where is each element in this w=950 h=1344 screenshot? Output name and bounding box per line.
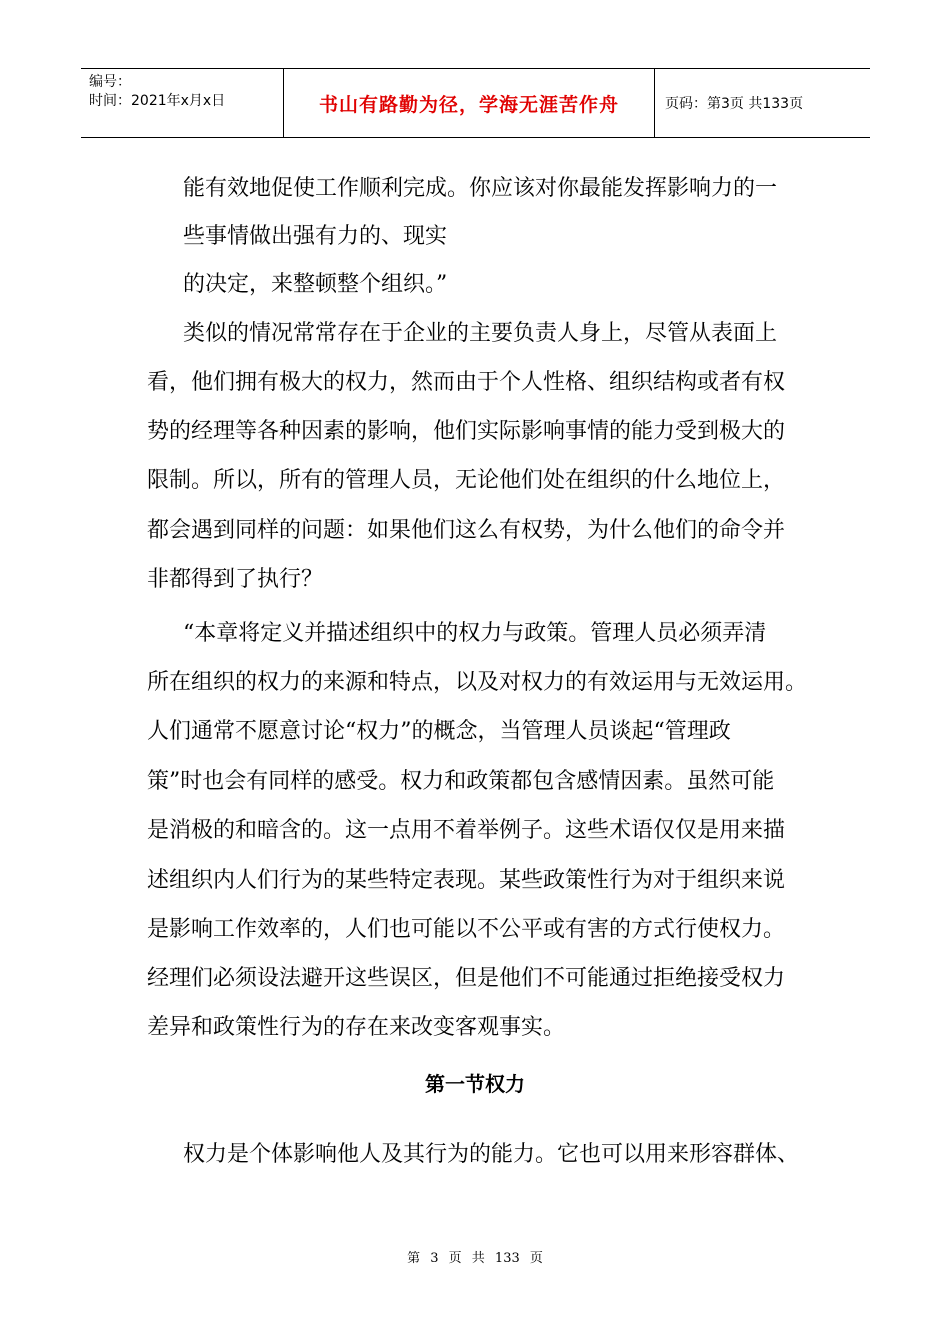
body-line: 是影响工作效率的，人们也可能以不公平或有害的方式行使权力。 bbox=[147, 917, 786, 942]
body-line: 述组织内人们行为的某些特定表现。某些政策性行为对于组织来说 bbox=[147, 868, 786, 893]
header-meta-cell bbox=[81, 69, 284, 137]
number-label: 编号： bbox=[89, 74, 131, 90]
body-line: 类似的情况常常存在于企业的主要负责人身上，尽管从表面上 bbox=[183, 321, 778, 346]
body-line: 经理们必须设法避开这些误区，但是他们不可能通过拒绝接受权力 bbox=[147, 966, 786, 991]
body-line: “本章将定义并描述组织中的权力与政策。管理人员必须弄清 bbox=[183, 621, 767, 646]
body-line: 势的经理等各种因素的影响，他们实际影响事情的能力受到极大的 bbox=[147, 419, 786, 444]
date-label: 时间：2021年x月x日 bbox=[89, 93, 226, 109]
body-line: 是消极的和暗含的。这一点用不着举例子。这些术语仅仅是用来描 bbox=[147, 818, 786, 843]
body-line: 权力是个体影响他人及其行为的能力。它也可以用来形容群体、 bbox=[183, 1142, 800, 1167]
body-line: 都会遇到同样的问题：如果他们这么有权势，为什么他们的命令并 bbox=[147, 518, 786, 543]
page-info: 页码：第3页 共133页 bbox=[665, 96, 804, 112]
body-line: 策”时也会有同样的感受。权力和政策都包含感情因素。虽然可能 bbox=[147, 769, 775, 794]
motto: 书山有路勤为径，学海无涯苦作舟 bbox=[284, 69, 655, 137]
body-line: 非都得到了执行？ bbox=[147, 567, 324, 592]
body-line: 限制。所以，所有的管理人员，无论他们处在组织的什么地位上， bbox=[147, 468, 786, 493]
body-line: 人们通常不愿意讨论“权力”的概念，当管理人员谈起“管理政 bbox=[147, 719, 731, 744]
body-line: 能有效地促使工作顺利完成。你应该对你最能发挥影响力的一 bbox=[183, 176, 778, 201]
body-line: 差异和政策性行为的存在来改变客观事实。 bbox=[147, 1015, 566, 1040]
body-line: 的决定，来整顿整个组织。” bbox=[183, 272, 448, 297]
section-heading: 第一节权力 bbox=[425, 1072, 525, 1096]
body-line: 些事情做出强有力的、现实 bbox=[183, 224, 448, 249]
body-line: 看，他们拥有极大的权力，然而由于个人性格、组织结构或者有权 bbox=[147, 370, 786, 395]
page-footer: 第 3 页 共 133 页 bbox=[407, 1251, 543, 1266]
header-table bbox=[81, 68, 870, 138]
body-line: 所在组织的权力的来源和特点，以及对权力的有效运用与无效运用。 bbox=[147, 670, 808, 695]
